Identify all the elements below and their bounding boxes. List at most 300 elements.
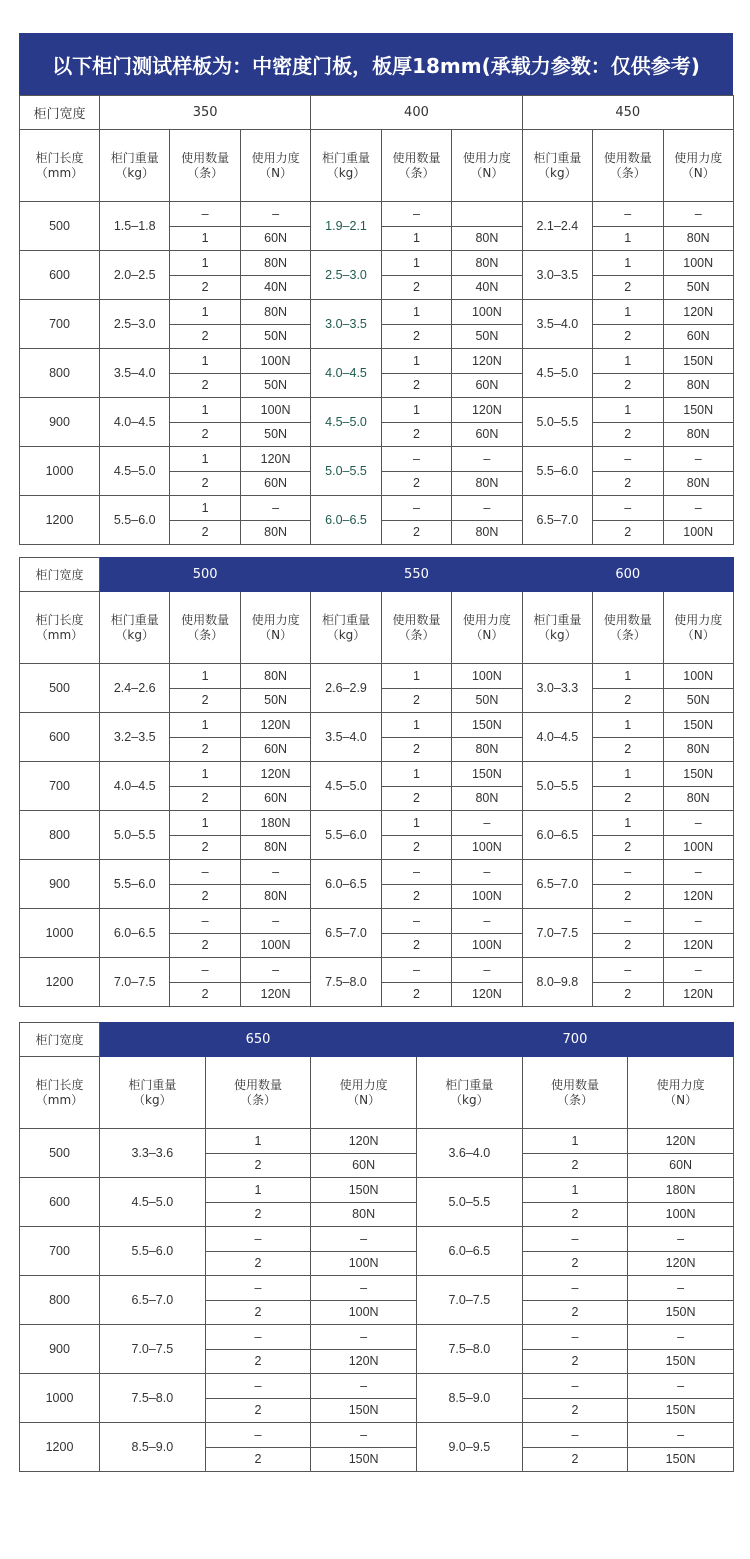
force-cell: – (628, 1325, 734, 1350)
width-header: 400 (311, 96, 522, 130)
count-cell: 2 (170, 422, 240, 447)
length-cell: 1000 (20, 447, 100, 496)
weight-cell: 5.5–6.0 (100, 860, 170, 909)
force-cell: – (452, 496, 522, 521)
force-cell: 80N (240, 835, 310, 860)
count-cell: 1 (593, 664, 663, 689)
weight-cell: 2.5–3.0 (311, 251, 381, 300)
weight-label: 柜门重量 (110, 150, 159, 165)
weight-cell: 6.5–7.0 (311, 909, 381, 958)
force-header (240, 592, 310, 664)
weight-cell: 3.3–3.6 (100, 1129, 206, 1178)
weight-header (311, 592, 381, 664)
force-cell: 120N (663, 933, 733, 958)
count-cell: 2 (205, 1251, 311, 1276)
weight-cell: 4.0–4.5 (311, 349, 381, 398)
force-cell: 80N (311, 1202, 417, 1227)
weight-cell: 6.0–6.5 (100, 909, 170, 958)
table-row (20, 958, 734, 983)
weight-header (100, 130, 170, 202)
count-cell: – (381, 860, 451, 885)
weight-cell: 4.5–5.0 (311, 762, 381, 811)
weight-cell: 8.0–9.8 (522, 958, 592, 1007)
count-cell: 1 (170, 762, 240, 787)
count-cell: 2 (593, 933, 663, 958)
length-label: 柜门长度 (35, 1077, 84, 1092)
weight-label: 柜门重量 (128, 1077, 177, 1092)
count-cell: – (593, 496, 663, 521)
force-cell: 80N (663, 786, 733, 811)
count-cell: 1 (205, 1178, 311, 1203)
count-cell: 2 (522, 1349, 628, 1374)
force-label: 使用力度 (339, 1077, 388, 1092)
count-cell: 1 (170, 713, 240, 738)
table-row (20, 1276, 734, 1301)
count-cell: 1 (593, 226, 663, 251)
force-cell: 120N (628, 1129, 734, 1154)
length-cell: 1200 (20, 1423, 100, 1472)
force-label: 使用力度 (251, 150, 300, 165)
count-cell: 2 (170, 520, 240, 545)
force-cell: 80N (452, 786, 522, 811)
count-label: 使用数量 (233, 1077, 282, 1092)
force-cell: – (663, 202, 733, 227)
force-cell: 100N (452, 664, 522, 689)
force-cell: 80N (240, 664, 310, 689)
width-header: 700 (416, 1023, 733, 1057)
length-cell: 700 (20, 1227, 100, 1276)
width-label: 柜门宽度 (20, 1023, 100, 1057)
count-cell: – (170, 909, 240, 934)
force-cell: 100N (240, 349, 310, 374)
weight-label: 柜门重量 (322, 612, 371, 627)
count-cell: – (205, 1325, 311, 1350)
count-unit: （条） (398, 627, 435, 642)
weight-cell: 4.0–4.5 (100, 398, 170, 447)
weight-header (522, 130, 592, 202)
weight-cell: 5.5–6.0 (311, 811, 381, 860)
force-cell: 150N (452, 762, 522, 787)
force-header (663, 130, 733, 202)
count-cell: 2 (381, 422, 451, 447)
length-cell: 700 (20, 762, 100, 811)
table-row (20, 1227, 734, 1252)
count-label: 使用数量 (181, 150, 230, 165)
force-cell: – (311, 1423, 417, 1448)
length-cell: 800 (20, 811, 100, 860)
weight-cell: 7.0–7.5 (522, 909, 592, 958)
length-cell: 800 (20, 1276, 100, 1325)
length-cell: 900 (20, 860, 100, 909)
table-row (20, 1374, 734, 1399)
count-cell: – (170, 860, 240, 885)
count-cell: 1 (381, 713, 451, 738)
force-cell: – (240, 860, 310, 885)
length-cell: 900 (20, 1325, 100, 1374)
force-label: 使用力度 (462, 150, 511, 165)
force-header (240, 130, 310, 202)
count-unit: （条） (556, 1092, 593, 1107)
force-cell: – (663, 860, 733, 885)
count-cell: 1 (381, 300, 451, 325)
width-label: 柜门宽度 (20, 558, 100, 592)
weight-label: 柜门重量 (110, 612, 159, 627)
count-cell: 1 (593, 762, 663, 787)
length-header (20, 592, 100, 664)
length-unit: （mm） (35, 627, 84, 642)
table-row (20, 909, 734, 934)
weight-cell: 6.5–7.0 (100, 1276, 206, 1325)
table-row (20, 713, 734, 738)
force-cell: – (311, 1325, 417, 1350)
count-header (381, 592, 451, 664)
force-cell: – (452, 860, 522, 885)
table-row (20, 1423, 734, 1448)
force-cell: 150N (311, 1398, 417, 1423)
weight-cell: 3.6–4.0 (416, 1129, 522, 1178)
force-cell: 100N (452, 933, 522, 958)
force-label: 使用力度 (462, 612, 511, 627)
table-row (20, 1178, 734, 1203)
weight-cell: 4.0–4.5 (100, 762, 170, 811)
force-cell: – (240, 958, 310, 983)
count-cell: 2 (593, 688, 663, 713)
length-cell: 1200 (20, 958, 100, 1007)
count-cell: 1 (170, 226, 240, 251)
count-cell: 1 (170, 251, 240, 276)
weight-cell: 1.9–2.1 (311, 202, 381, 251)
length-header (20, 1057, 100, 1129)
weight-cell: 3.5–4.0 (311, 713, 381, 762)
count-cell: – (522, 1374, 628, 1399)
weight-cell: 8.5–9.0 (100, 1423, 206, 1472)
force-cell: – (452, 909, 522, 934)
count-cell: – (381, 909, 451, 934)
width-header: 650 (100, 1023, 417, 1057)
weight-cell: 5.5–6.0 (522, 447, 592, 496)
count-label: 使用数量 (603, 150, 652, 165)
count-cell: 2 (170, 982, 240, 1007)
width-header: 550 (311, 558, 522, 592)
weight-cell: 4.0–4.5 (522, 713, 592, 762)
count-cell: 2 (205, 1153, 311, 1178)
force-cell: 80N (452, 471, 522, 496)
count-cell: 1 (522, 1178, 628, 1203)
count-cell: – (205, 1227, 311, 1252)
force-cell: – (628, 1276, 734, 1301)
weight-cell: 2.1–2.4 (522, 202, 592, 251)
count-cell: 2 (170, 688, 240, 713)
count-cell: 2 (205, 1447, 311, 1472)
count-cell: 2 (381, 520, 451, 545)
force-cell: 150N (311, 1447, 417, 1472)
weight-cell: 3.0–3.5 (522, 251, 592, 300)
count-cell: 2 (205, 1300, 311, 1325)
force-cell: 50N (240, 324, 310, 349)
count-cell: 2 (593, 324, 663, 349)
weight-cell: 3.0–3.3 (522, 664, 592, 713)
weight-cell: 4.5–5.0 (100, 447, 170, 496)
count-cell: – (381, 958, 451, 983)
weight-cell: 6.0–6.5 (522, 811, 592, 860)
force-cell: 150N (628, 1300, 734, 1325)
force-cell: 100N (452, 835, 522, 860)
weight-cell: 2.0–2.5 (100, 251, 170, 300)
force-cell: 80N (663, 737, 733, 762)
force-cell: – (240, 909, 310, 934)
count-label: 使用数量 (392, 150, 441, 165)
count-cell: 1 (170, 349, 240, 374)
force-cell: – (311, 1227, 417, 1252)
weight-cell: 2.6–2.9 (311, 664, 381, 713)
force-unit: （N） (347, 1092, 381, 1107)
length-header (20, 130, 100, 202)
count-cell: 2 (381, 982, 451, 1007)
weight-header (416, 1057, 522, 1129)
force-cell: 80N (663, 471, 733, 496)
weight-label: 柜门重量 (533, 612, 582, 627)
force-cell: – (663, 496, 733, 521)
count-cell: – (593, 860, 663, 885)
force-cell: 150N (663, 398, 733, 423)
table-row (20, 300, 734, 325)
count-cell: 1 (381, 664, 451, 689)
weight-header (522, 592, 592, 664)
force-cell: 80N (663, 373, 733, 398)
force-cell: 150N (628, 1398, 734, 1423)
count-cell: 2 (593, 422, 663, 447)
count-cell: 2 (593, 786, 663, 811)
count-cell: – (522, 1325, 628, 1350)
force-cell: 100N (240, 398, 310, 423)
force-header (452, 592, 522, 664)
force-cell: – (663, 958, 733, 983)
force-cell: 120N (240, 982, 310, 1007)
count-cell: 2 (381, 933, 451, 958)
weight-unit: （kg） (115, 627, 154, 642)
weight-cell: 5.0–5.5 (522, 762, 592, 811)
force-cell: 150N (628, 1447, 734, 1472)
weight-cell: 9.0–9.5 (416, 1423, 522, 1472)
force-header (452, 130, 522, 202)
force-cell: 120N (311, 1129, 417, 1154)
length-cell: 500 (20, 664, 100, 713)
force-cell: 60N (452, 422, 522, 447)
length-cell: 1200 (20, 496, 100, 545)
weight-cell: 4.5–5.0 (311, 398, 381, 447)
weight-cell: 8.5–9.0 (416, 1374, 522, 1423)
weight-cell: 7.5–8.0 (416, 1325, 522, 1374)
force-cell: 50N (240, 422, 310, 447)
force-cell: 150N (663, 713, 733, 738)
count-cell: 2 (381, 471, 451, 496)
force-unit: （N） (470, 165, 504, 180)
force-cell: 100N (452, 300, 522, 325)
count-cell: 1 (381, 251, 451, 276)
force-cell: 80N (452, 737, 522, 762)
force-cell: – (452, 447, 522, 472)
count-cell: 2 (205, 1349, 311, 1374)
weight-label: 柜门重量 (533, 150, 582, 165)
count-cell: – (205, 1423, 311, 1448)
count-cell: 2 (381, 884, 451, 909)
count-cell: 1 (170, 664, 240, 689)
count-cell: 2 (522, 1251, 628, 1276)
count-unit: （条） (609, 165, 646, 180)
count-cell: 2 (170, 471, 240, 496)
count-header (381, 130, 451, 202)
count-header (170, 592, 240, 664)
force-cell: 100N (311, 1251, 417, 1276)
count-cell: 2 (522, 1153, 628, 1178)
count-cell: 2 (593, 884, 663, 909)
count-cell: 2 (593, 520, 663, 545)
weight-cell: 6.5–7.0 (522, 496, 592, 545)
table-row (20, 251, 734, 276)
force-cell: 100N (663, 520, 733, 545)
count-unit: （条） (398, 165, 435, 180)
force-unit: （N） (664, 1092, 698, 1107)
count-cell: – (381, 447, 451, 472)
length-cell: 1000 (20, 1374, 100, 1423)
force-cell: 40N (240, 275, 310, 300)
force-cell: 120N (452, 349, 522, 374)
force-cell: 120N (452, 982, 522, 1007)
table-row (20, 664, 734, 689)
length-cell: 500 (20, 202, 100, 251)
count-cell: 2 (381, 786, 451, 811)
force-cell: – (663, 909, 733, 934)
force-cell: 120N (628, 1251, 734, 1276)
force-cell: 120N (240, 713, 310, 738)
count-cell: 1 (593, 300, 663, 325)
force-cell: 60N (240, 786, 310, 811)
force-cell: 80N (452, 226, 522, 251)
weight-header (100, 592, 170, 664)
weight-cell: 6.0–6.5 (311, 496, 381, 545)
weight-cell: 3.5–4.0 (522, 300, 592, 349)
force-cell: – (452, 958, 522, 983)
count-cell: – (593, 909, 663, 934)
count-cell: 1 (593, 251, 663, 276)
force-cell: 180N (240, 811, 310, 836)
count-cell: 1 (170, 447, 240, 472)
count-cell: 2 (522, 1202, 628, 1227)
count-cell: – (522, 1423, 628, 1448)
force-cell: 100N (663, 664, 733, 689)
weight-cell: 4.5–5.0 (100, 1178, 206, 1227)
force-cell: 120N (240, 762, 310, 787)
count-label: 使用数量 (603, 612, 652, 627)
weight-unit: （kg） (115, 165, 154, 180)
force-cell: 60N (628, 1153, 734, 1178)
count-cell: 2 (205, 1398, 311, 1423)
weight-cell: 1.5–1.8 (100, 202, 170, 251)
count-cell: 2 (170, 835, 240, 860)
force-cell: – (663, 447, 733, 472)
length-cell: 500 (20, 1129, 100, 1178)
force-cell: 60N (240, 737, 310, 762)
width-header: 350 (100, 96, 311, 130)
weight-cell: 6.5–7.0 (522, 860, 592, 909)
force-cell: 60N (452, 373, 522, 398)
spec-table-3 (19, 1022, 734, 1472)
weight-cell: 5.0–5.5 (100, 811, 170, 860)
force-cell: 80N (452, 520, 522, 545)
force-cell: 100N (311, 1300, 417, 1325)
force-cell: 150N (452, 713, 522, 738)
force-cell: 80N (240, 251, 310, 276)
count-unit: （条） (239, 1092, 276, 1107)
force-label: 使用力度 (674, 150, 723, 165)
force-cell: 120N (311, 1349, 417, 1374)
weight-cell: 5.5–6.0 (100, 496, 170, 545)
force-cell: 150N (628, 1349, 734, 1374)
count-cell: 2 (522, 1300, 628, 1325)
force-cell: 80N (240, 884, 310, 909)
force-cell: 80N (452, 251, 522, 276)
force-cell: – (240, 202, 310, 227)
count-cell: – (170, 958, 240, 983)
length-label: 柜门长度 (35, 612, 84, 627)
force-cell: 80N (240, 300, 310, 325)
count-cell: 1 (205, 1129, 311, 1154)
count-cell: 2 (381, 275, 451, 300)
count-label: 使用数量 (181, 612, 230, 627)
force-cell: – (452, 811, 522, 836)
count-cell: – (593, 447, 663, 472)
width-header: 450 (522, 96, 733, 130)
weight-cell: 5.5–6.0 (100, 1227, 206, 1276)
count-cell: 1 (170, 398, 240, 423)
length-cell: 900 (20, 398, 100, 447)
count-cell: 2 (593, 373, 663, 398)
force-cell: – (240, 496, 310, 521)
weight-cell: 7.0–7.5 (416, 1276, 522, 1325)
width-header: 500 (100, 558, 311, 592)
count-cell: – (593, 958, 663, 983)
length-unit: （mm） (35, 165, 84, 180)
count-cell: 1 (170, 300, 240, 325)
count-cell: 2 (381, 737, 451, 762)
weight-cell: 7.5–8.0 (100, 1374, 206, 1423)
force-cell (452, 202, 522, 227)
force-cell: 120N (663, 982, 733, 1007)
count-cell: 2 (170, 324, 240, 349)
weight-cell: 7.0–7.5 (100, 958, 170, 1007)
weight-cell: 5.0–5.5 (416, 1178, 522, 1227)
count-label: 使用数量 (550, 1077, 599, 1092)
force-cell: 60N (311, 1153, 417, 1178)
weight-cell: 5.0–5.5 (311, 447, 381, 496)
force-cell: – (311, 1374, 417, 1399)
weight-cell: 7.0–7.5 (100, 1325, 206, 1374)
force-unit: （N） (470, 627, 504, 642)
count-header (522, 1057, 628, 1129)
count-header (593, 592, 663, 664)
count-cell: 1 (593, 398, 663, 423)
table-row (20, 860, 734, 885)
count-cell: 2 (170, 737, 240, 762)
count-cell: 1 (522, 1129, 628, 1154)
weight-unit: （kg） (326, 165, 366, 180)
length-cell: 800 (20, 349, 100, 398)
force-cell: – (628, 1374, 734, 1399)
length-unit: （mm） (35, 1092, 84, 1107)
count-cell: 1 (381, 762, 451, 787)
weight-label: 柜门重量 (322, 150, 371, 165)
force-cell: 100N (663, 835, 733, 860)
